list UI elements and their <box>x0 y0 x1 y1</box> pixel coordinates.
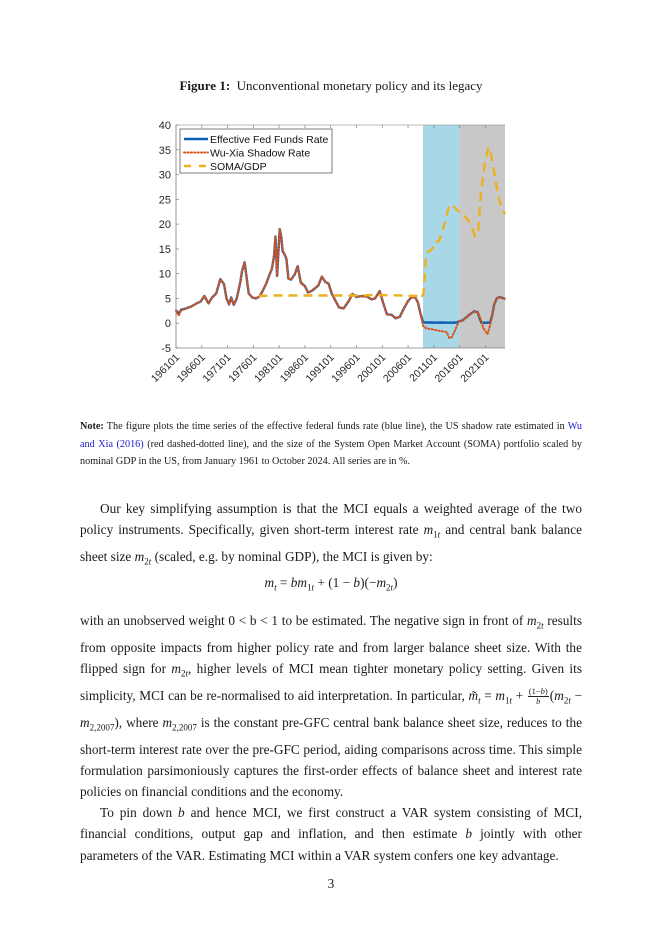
x-tick-label: 201601 <box>432 351 466 385</box>
x-tick-label: 199101 <box>303 351 337 385</box>
x-tick-label: 198601 <box>277 351 312 385</box>
x-tick-label: 201101 <box>407 351 440 385</box>
x-tick-label: 199601 <box>329 351 363 385</box>
y-tick-label: 35 <box>158 144 171 157</box>
line-chart <box>140 112 520 397</box>
y-tick-label: 10 <box>158 268 171 281</box>
citation-link[interactable]: Wu and Xia (2016) <box>80 421 582 450</box>
figure-title: Unconventional monetary policy and its legacy <box>236 78 483 93</box>
y-tick-label: 30 <box>158 169 171 182</box>
paragraph-1: Our key simplifying assumption is that the MCI equals a weighted average of the two policy instruments. Specifically, given short-term interest rate $m_{1t}$ and central bank balance sheet size $m_{2t}$ (scaled, e.g. by nominal GDP), the MCI is given by: <box>80 501 582 567</box>
y-tick-label: 15 <box>158 243 171 256</box>
shaded-region-2 <box>459 125 505 348</box>
x-tick-label: 196101 <box>148 351 183 385</box>
paragraph-2: with an unobserved weight 0 < b < 1 to be estimated. The negative sign in front of $m_{2t}$ results from opposite impacts from higher policy rate and from larger balance sheet size. With the flipped sign for $m_{2t}$, higher levels of MCI mean tighter monetary policy setting. Given its simplicity, MCI can be re-normalised to aid interpretation. In particular, $m̃_t = m_{1t}$ + $\frac{(1-b)}{b}$ $(m_{2t} - m_{2,2007})$, where $m_{2,2007}$ is the constant pre-GFC central bank balance sheet size, reduces to the short-term interest rate over the pre-GFC period, aiding comparisons across time. This simple formulation parsimoniously captures the first-order effects of balance sheet and interest rate policies on financial conditions and the economy. To pin down b and hence MCI, we first construct a VAR system consisting of MCI, financial conditions, output gap and inflation, and then estimate b jointly with other parameters of the VAR. Estimating MCI within a VAR system confers one key advantage. <box>80 613 583 863</box>
figure-label: Figure 1: <box>179 78 231 93</box>
legend-label: Wu-Xia Shadow Rate <box>210 147 311 160</box>
x-tick-label: 200601 <box>380 351 415 385</box>
x-tick-label: 200101 <box>355 351 389 385</box>
y-tick-label: 40 <box>158 120 171 132</box>
figure-caption <box>0 78 662 94</box>
x-tick-label: 197101 <box>200 351 234 385</box>
page-number: 3 <box>327 876 335 891</box>
note-label: Note: <box>80 421 104 432</box>
x-tick-label: 197601 <box>226 351 260 385</box>
equation-mci: $m_t = bm_{1t} + (1 - b)(-m_{2t})$ <box>264 575 398 593</box>
legend-label: SOMA/GDP <box>210 160 267 173</box>
x-tick-label: 202101 <box>458 351 492 385</box>
y-tick-label: -5 <box>161 343 171 355</box>
y-tick-label: 0 <box>164 318 171 331</box>
legend-label: Effective Fed Funds Rate <box>210 133 329 146</box>
x-tick-label: 196601 <box>174 351 208 385</box>
x-tick-label: 198101 <box>251 351 286 385</box>
y-tick-label: 20 <box>158 219 171 232</box>
figure-note: Note: The figure plots the time series of the effective federal funds rate (blue line), the US shadow rate estimated in Wu and Xia (2016) (red dashed-dotted line), and the size of the System Open Market Account (SOMA) portfolio scaled by nominal GDP in the US, from January 1961 to October 2024. All series are in %. <box>80 421 582 467</box>
y-tick-label: 25 <box>158 194 171 207</box>
plot-area <box>149 120 505 385</box>
y-tick-label: 5 <box>164 293 171 306</box>
